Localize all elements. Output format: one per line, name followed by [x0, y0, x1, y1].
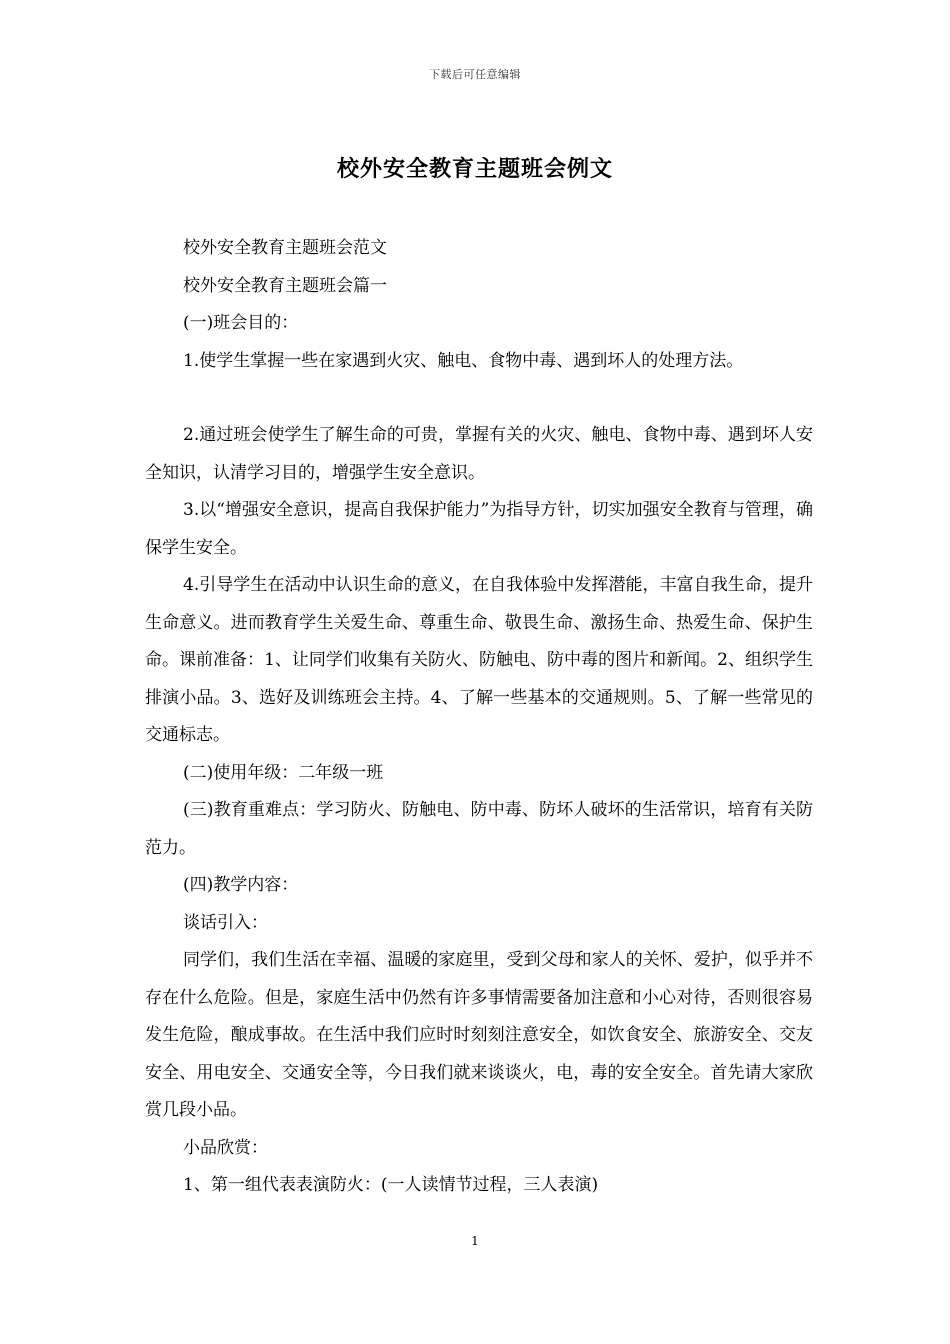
paragraph-goal-4: 4.引导学生在活动中认识生命的意义，在自我体验中发挥潜能，丰富自我生命，提升生命意义。进而教育学生关爱生命、尊重生命、敬畏生命、激扬生命、热爱生命、保护生命。课前准备：1、让同学们收集有关防火、防触电、防中毒的图片和新闻。2、组织学生排演小品。3、选好及训练班会主持。4、了解一些基本的交通规则。5、了解一些常见的交通标志。	[145, 575, 813, 745]
paragraph-content-heading: (四)教学内容：	[183, 875, 299, 895]
paragraph-goal-2: 2.通过班会使学生了解生命的可贵，掌握有关的火灾、触电、食物中毒、遇到坏人安全知识，认清学习目的，增强学生安全意识。	[145, 425, 813, 483]
paragraph-grade: (二)使用年级：二年级一班	[183, 762, 384, 783]
paragraph-goal-heading: (一)班会目的：	[183, 313, 299, 333]
paragraph-key-points: (三)教育重难点：学习防火、防触电、防中毒、防坏人破坏的生活常识，培育有关防范力。	[145, 800, 813, 858]
document-body	[145, 230, 813, 1205]
paragraph-goal-3: 3.以“增强安全意识，提高自我保护能力”为指导方针，切实加强安全教育与管理，确保学生安全。	[145, 500, 813, 558]
page-number: 1	[471, 1234, 479, 1248]
document-title: 校外安全教育主题班会例文	[336, 156, 613, 182]
paragraph-goal-1: 1.使学生掌握一些在家遇到火灾、触电、食物中毒、遇到坏人的处理方法。	[183, 350, 744, 371]
paragraph-skit-1: 1、第一组代表表演防火：(一人读情节过程，三人表演)	[183, 1175, 599, 1195]
paragraph-intro-heading: 谈话引入：	[183, 912, 268, 933]
header-note: 下载后可任意编辑	[429, 68, 521, 81]
paragraph-intro-text: 同学们，我们生活在幸福、温暖的家庭里，受到父母和家人的关怀、爱护，似乎并不存在什么危险。但是，家庭生活中仍然有许多事情需要备加注意和小心对待，否则很容易发生危险，酿成事故。在生活中我们应时时刻刻注意安全，如饮食安全、旅游安全、交友安全、用电安全、交通安全等，今日我们就来谈谈火，电，毒的安全安全。首先请大家欣赏几段小品。	[145, 950, 813, 1120]
paragraph-skit-heading: 小品欣赏：	[183, 1137, 268, 1158]
paragraph-section-heading: 校外安全教育主题班会篇一	[183, 275, 387, 296]
paragraph-subtitle: 校外安全教育主题班会范文	[183, 238, 387, 258]
